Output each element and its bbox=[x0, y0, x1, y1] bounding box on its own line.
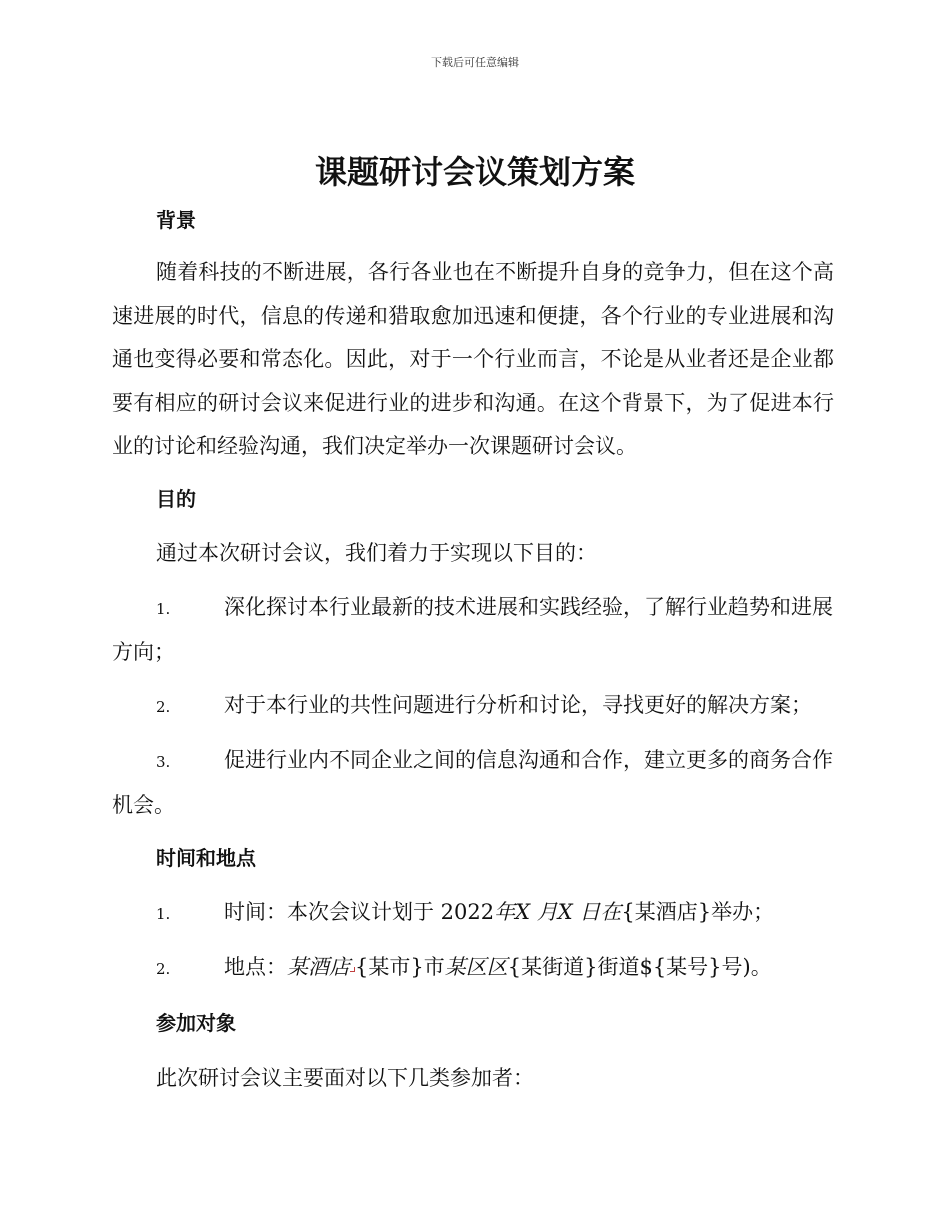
place-hotel-italic: 某酒店 bbox=[287, 955, 350, 979]
time-item bbox=[112, 891, 834, 936]
background-paragraph: 随着科技的不断进展，各行各业也在不断提升自身的竞争力，但在这个高速进展的时代，信息的传递和猎取愈加迅速和便捷，各个行业的专业进展和沟通也变得必要和常态化。因此，对于一个行业而言，不论是从业者还是企业都要有相应的研讨会议来促进行业的进步和沟通。在这个背景下，为了促进本行业的讨论和经验沟通，我们决定举办一次课题研讨会议。 bbox=[112, 260, 834, 458]
time-label: 时间： bbox=[224, 900, 287, 924]
place-item bbox=[112, 946, 834, 991]
spellcheck-mark-icon bbox=[350, 967, 355, 972]
purpose-item-3 bbox=[112, 739, 834, 827]
place-street: {某街道}街道${某号}号)。 bbox=[507, 955, 772, 979]
document-title: 课题研讨会议策划方案 bbox=[314, 153, 635, 191]
list-number: 2. bbox=[156, 960, 171, 978]
purpose-item-2 bbox=[112, 684, 834, 729]
list-item-text: 对于本行业的共性问题进行分析和讨论，寻找更好的解决方案； bbox=[224, 693, 812, 717]
time-text-a: 本次会议计划于 2022 bbox=[287, 900, 495, 924]
section-heading-purpose: 目的 bbox=[156, 487, 196, 511]
header-note: 下载后可任意编辑 bbox=[431, 56, 519, 69]
list-number: 2. bbox=[156, 698, 171, 716]
place-label: 地点： bbox=[224, 955, 287, 979]
section-heading-background: 背景 bbox=[156, 208, 196, 232]
participants-intro: 此次研讨会议主要面对以下几类参加者： bbox=[156, 1066, 534, 1090]
list-number: 1. bbox=[156, 905, 171, 923]
time-text-c: {某酒店}举办； bbox=[621, 900, 775, 924]
list-item-text: 促进行业内不同企业之间的信息沟通和合作，建立更多的商务合作机会。 bbox=[112, 748, 833, 817]
list-number: 1. bbox=[156, 600, 171, 618]
place-city: {某市}市 bbox=[355, 955, 445, 979]
list-number: 3. bbox=[156, 753, 171, 771]
section-heading-participants: 参加对象 bbox=[156, 1011, 236, 1035]
purpose-intro: 通过本次研讨会议，我们着力于实现以下目的： bbox=[156, 541, 597, 565]
time-date-italic: 年X 月X 日在 bbox=[494, 900, 622, 924]
section-heading-time-place: 时间和地点 bbox=[156, 846, 256, 870]
purpose-item-1 bbox=[112, 586, 834, 674]
list-item-text: 深化探讨本行业最新的技术进展和实践经验，了解行业趋势和进展方向； bbox=[112, 595, 833, 664]
place-district-italic: 某区区 bbox=[444, 955, 508, 979]
